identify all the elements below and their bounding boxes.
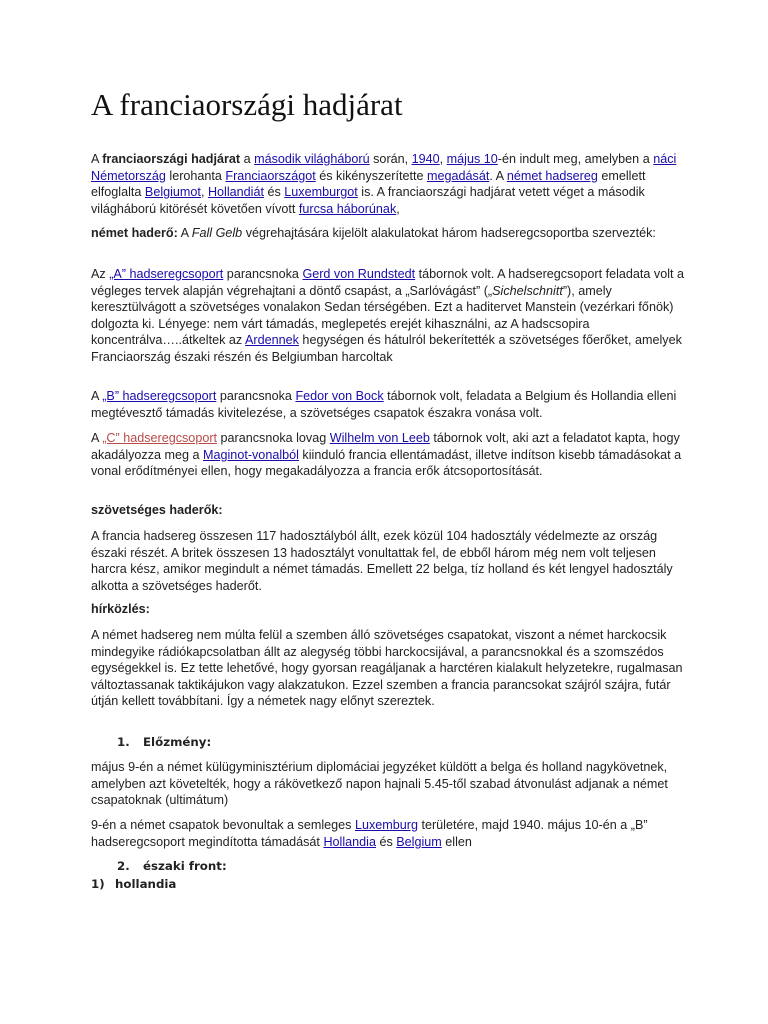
link-naci[interactable]: náci: [653, 152, 677, 166]
elozmeny-paragraph: május 9-én a német külügyminisztérium diplomáciai jegyzéket küldött a belga és holland nagykövetnek, amelyben azt követelték, hogy a rákövetkező napon hajnali 5.45-től szabad átvonulást adjanak a német csapatoknak (ultimátum): [91, 760, 668, 808]
section-number: 2.: [117, 859, 130, 873]
link-franciaorszagot[interactable]: Franciaországot: [225, 168, 316, 183]
text: tábornok volt, feladata a Belgium és Hollandia elleni megtévesztő támadás kivitelezése, a szövetséges csapatok északra vonása volt.: [91, 389, 677, 420]
text: ,: [439, 152, 447, 166]
text: 9-én a német csapatok bevonultak a semleges: [91, 818, 355, 832]
text: A: [177, 226, 192, 240]
text: emellett elfoglalta: [91, 168, 646, 200]
section-label: német haderő:: [91, 226, 178, 240]
section-label: északi front:: [143, 859, 227, 873]
text: . A: [489, 168, 507, 183]
text: kiinduló francia ellentámadást, illetve indítson kisebb támadásokat a vonal erődítményei ellen, hogy megakadályozza a francia erők átcsoportosítását.: [91, 447, 682, 479]
text: A: [91, 431, 103, 445]
section-label: hollandia: [115, 877, 177, 891]
a-hadseregcsoport-paragraph: [91, 266, 687, 366]
c-hadseregcsoport-paragraph: [91, 430, 687, 480]
text: parancsnoka: [223, 267, 303, 281]
text: ,: [200, 185, 208, 200]
section-label: hírközlés:: [91, 602, 150, 616]
link-maginot-vonal[interactable]: Maginot-vonalból: [203, 447, 299, 462]
link-belgiumot[interactable]: Belgiumot: [144, 185, 201, 200]
section-1-heading: [117, 734, 713, 751]
hirkozles-paragraph: A német hadsereg nem múlta felül a szemben álló szövetséges csapatokat, viszont a német harckocsik mindegyike rádiókapcsolatban állt az alegység többi harckocsijával, a parancsnokkal és a szomszédos egységekkel is. Ez tette lehetővé, hogy gyorsan reagáljanak a harctéren kialakult helyzetekre, rugalmasan változtassanak taktikájukon vagy alakzatukon. Ezzel szemben a francia parancsokat szájról szájra, futár útján kellett továbbítani. Így a németek nagy előnyt szereztek.: [91, 628, 683, 709]
link-c-hadseregcsoport[interactable]: „C” hadseregcsoport: [102, 431, 218, 445]
text: ”), amely keresztülvágott a szövetséges vonalakon Sedan térségében. Ezt a haditervet Manstein (vezérkari főnök) dolgozta ki. Lényege: nem várt támadás, meglepetés erejét kihasználni, az A hadscsopira koncentrálva…..átkeltek az: [91, 283, 674, 348]
section-label: Előzmény:: [143, 735, 212, 749]
link-majus-10[interactable]: május 10: [446, 152, 498, 166]
section-number: 1.: [117, 735, 130, 749]
section-2-heading: [117, 858, 713, 875]
text: során,: [369, 152, 412, 166]
link-masodik-vilaghaboru[interactable]: második világháború: [254, 152, 370, 166]
link-megadasat[interactable]: megadását: [427, 168, 490, 183]
text: is. A franciaországi hadjárat vetett véget a második világháború kitörését követően vívott: [91, 185, 645, 216]
link-ardennek[interactable]: Ardennek: [245, 333, 299, 348]
link-furcsa-haborunak[interactable]: furcsa háborúnak: [298, 201, 397, 216]
link-hollandia[interactable]: Hollandia: [323, 834, 376, 849]
section-label: szövetséges haderők:: [91, 503, 223, 517]
b-hadseregcsoport-paragraph: [91, 388, 687, 421]
link-1940[interactable]: 1940: [411, 152, 440, 166]
link-nemetorszag[interactable]: Németország: [91, 168, 166, 183]
link-fedor-von-bock[interactable]: Fedor von Bock: [295, 389, 384, 403]
text: ellen: [441, 834, 472, 849]
text: ,: [396, 201, 400, 216]
section-3-heading: [91, 876, 687, 893]
italic-term: Sichelschnitt: [492, 283, 563, 298]
luxemburg-paragraph: [91, 817, 687, 850]
link-luxemburgot[interactable]: Luxemburgot: [284, 185, 358, 200]
text: Az: [91, 267, 110, 281]
link-wilhelm-von-leeb[interactable]: Wilhelm von Leeb: [329, 431, 430, 445]
text: végrehajtására kijelölt alakulatokat három hadseregcsoportba szervezték:: [242, 226, 656, 240]
text: A: [91, 389, 103, 403]
text: hegységen és hátulról bekerítették a szövetséges főerőket, amelyek Franciaország északi részén és Belgiumban harcoltak: [91, 333, 682, 364]
text: parancsnoka lovag: [217, 431, 330, 445]
nemet-hadero-paragraph: [91, 225, 687, 242]
text: tábornok volt. A hadseregcsoport feladata volt a végleges tervek alapján végrehajtani a döntő csapást, a „Sarlóvágást” („: [91, 267, 684, 298]
link-gerd-von-rundstedt[interactable]: Gerd von Rundstedt: [302, 267, 416, 281]
italic-term: Fall Gelb: [191, 226, 243, 240]
text: parancsnoka: [216, 389, 296, 403]
section-number: 1): [91, 877, 105, 891]
text: -én indult meg, amelyben a: [497, 152, 654, 166]
text: és kikényszerítette: [315, 168, 428, 183]
text: A: [91, 152, 103, 166]
text: és: [263, 185, 285, 200]
szovetseges-paragraph: A francia hadsereg összesen 117 hadosztályból állt, ezek közül 104 hadosztály védelmezte az ország északi részét. A britek összesen 13 hadosztályt vonultattak fel, de ebből három még nem volt teljesen harcra kész, amikor megindult a német támadás. Emellett 22 belga, tíz holland és két lengyel hadosztály alkotta a szövetséges haderőt.: [91, 529, 673, 593]
text: lerohanta: [165, 168, 226, 183]
szovetseges-heading: [91, 502, 687, 519]
text: területére, majd 1940. május 10-én a „B” hadseregcsoport megindította támadását: [91, 818, 648, 849]
link-b-hadseregcsoport[interactable]: „B” hadseregcsoport: [102, 389, 217, 403]
hirkozles-heading: [91, 601, 687, 618]
page-title: A franciaországi hadjárat: [91, 87, 403, 122]
link-luxemburg[interactable]: Luxemburg: [354, 818, 418, 832]
link-nemet-hadsereg[interactable]: német hadsereg: [506, 168, 598, 183]
intro-paragraph: [91, 151, 687, 217]
text: a: [240, 152, 255, 166]
bold-term: franciaországi hadjárat: [102, 152, 241, 166]
link-a-hadseregcsoport[interactable]: „A” hadseregcsoport: [109, 267, 224, 281]
text: és: [375, 834, 397, 849]
link-hollandiat[interactable]: Hollandiát: [207, 185, 264, 200]
text: tábornok volt, aki azt a feladatot kapta, hogy akadályozza meg a: [91, 431, 680, 462]
link-belgium[interactable]: Belgium: [396, 834, 442, 849]
